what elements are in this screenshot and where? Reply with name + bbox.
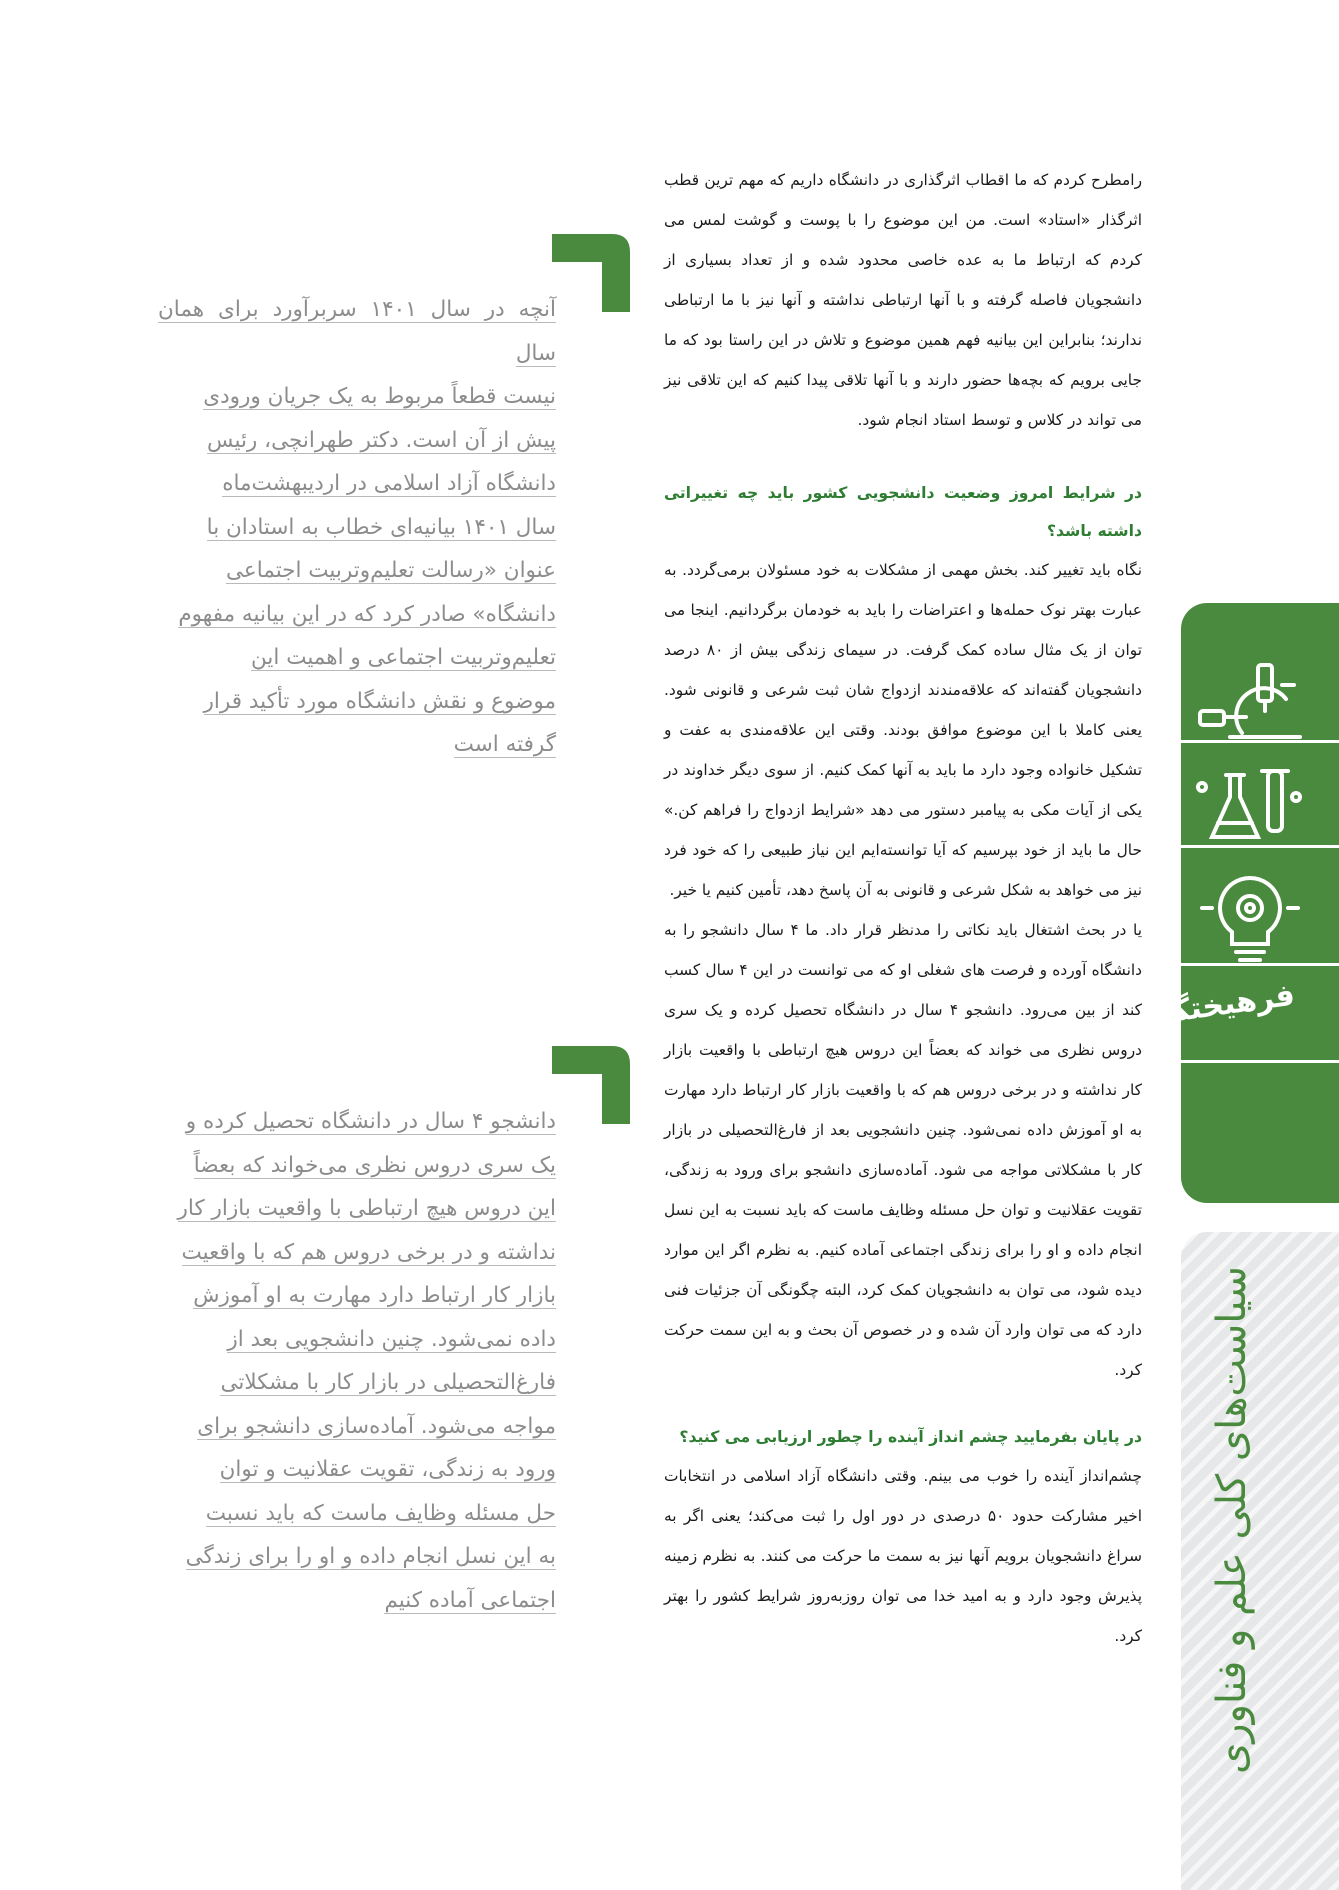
- question-heading-2: در پایان بفرمایید چشم انداز آینده را چطور ارزیابی می کنید؟: [679, 1428, 1142, 1446]
- paragraph-future: چشم‌انداز آینده را خوب می بینم. وقتی دانشگاه آزاد اسلامی در انتخابات اخیر مشارکت حدود ۵۰ درصدی در دور اول را ثبت می‌کند؛ یعنی اگر به سراغ دانشجویان برویم آنها نیز به سمت ما حرکت می کنند. به نظرم زمینه پذیرش وجود دارد و به امید خدا می توان روزبه‌روز شرایط کشور را بهتر کرد.: [664, 1467, 1142, 1645]
- pull-quote-line: بازار کار ارتباط دارد مهارت به او آموزش: [193, 1283, 556, 1308]
- microscope-icon: [1190, 655, 1310, 755]
- pull-quote-line: ورود به زندگی، تقویت عقلانیت و توان: [219, 1457, 556, 1482]
- pull-quote-line: اجتماعی آماده کنیم: [384, 1587, 556, 1613]
- pull-quote-2: [158, 1100, 556, 1622]
- pull-quote-1: [158, 288, 556, 767]
- pull-quote-line: به این نسل انجام داده و او را برای زندگی: [185, 1544, 556, 1569]
- pull-quote-line: این دروس هیچ ارتباطی با واقعیت بازار کار: [177, 1196, 556, 1221]
- pull-quote-line: سال ۱۴۰۱ بیانیه‌ای خطاب به استادان با: [206, 514, 556, 540]
- brand-logo-text: فرهیختگان: [1134, 977, 1297, 1035]
- pull-quote-line: مواجه می‌شود. آماده‌سازی دانشجو برای: [197, 1413, 556, 1439]
- pull-quote-line: گرفته است: [453, 732, 556, 757]
- article-body: [664, 160, 1142, 1656]
- section-title-vertical: سیاست‌های کلی علم و فناوری: [1209, 1266, 1255, 1775]
- quote-corner-mark: [552, 1046, 630, 1124]
- pull-quote-line: دانشگاه آزاد اسلامی در اردیبهشت‌ماه: [222, 471, 556, 496]
- sidebar-divider: [1181, 1060, 1339, 1063]
- pull-quote-line: عنوان «رسالت تعلیم‌وتربیت اجتماعی: [225, 558, 556, 583]
- paragraph-answer-1: نگاه باید تغییر کند. بخش مهمی از مشکلات به خود مسئولان برمی‌گردد. به عبارت بهتر نوک حمله‌ها و اعتراضات را باید به خودمان برگردانیم. اینجا می توان از یک مثال ساده کمک گرفت. در سیمای زندگی بیش از ۸۰ درصد دانشجویان گفته‌اند که علاقه‌مندند ازدواج شان ثبت شرعی و قانونی شود. یعنی کاملا با این موضوع موافق بودند. وقتی این علاقه‌مندی به عفت و تشکیل خانواده وجود دارد ما باید به آنها کمک کنیم. از سوی دیگر خداوند در یکی از آیات مکی به پیامبر دستور می دهد «شرایط ازدواج را فراهم کن.» حال ما باید از خود بپرسیم که آیا توانسته‌ایم این نیاز طبیعی را که خود فرد نیز می خواهد به شکل شرعی و قانونی به آن پاسخ دهد، تأمین کنیم یا خیر.: [664, 561, 1142, 899]
- page-number: ۳۲۸: [1208, 1095, 1284, 1149]
- pull-quote-line: موضوع و نقش دانشگاه مورد تأکید قرار: [203, 688, 556, 714]
- pull-quote-line: آنچه در سال ۱۴۰۱ سربرآورد برای همان سال: [158, 297, 557, 366]
- paragraph-employment: یا در بحث اشتغال باید نکاتی را مدنظر قرار داد. ما ۴ سال دانشجو را به دانشگاه آورده و فرصت های شغلی او که می توانست در این ۴ سال کسب کند از بین می‌رود. دانشجو ۴ سال در دانشگاه تحصیل کرده و یک سری دروس نظری می خواند که بعضاً این دروس هیچ ارتباطی با واقعیت بازار کار نداشته و در برخی دروس هم که با واقعیت بازار کار ارتباط دارد مهارت به او آموزش داده نمی‌شود. چنین دانشجویی بعد از فارغ‌التحصیلی در بازار کار با مشکلاتی مواجه می شود. آماده‌سازی دانشجو برای ورود به زندگی، تقویت عقلانیت و توان حل مسئله وظایف ماست که باید نسبت به این نسل انجام داده و او را برای زندگی اجتماعی آماده کنیم. به نظرم اگر این موارد دیده شود، می توان به دانشجویان کمک کرد، البته چگونگی آن جزئیات فنی دارد که می توان وارد آن شده و در خصوص آن بحث و به این سمت حرکت کرد.: [664, 921, 1143, 1379]
- quote-corner-mark: [552, 234, 630, 312]
- pull-quote-line: یک سری دروس نظری می‌خواند که بعضاً: [193, 1152, 556, 1178]
- pull-quote-line: نداشته و در برخی دروس هم که با واقعیت: [181, 1239, 556, 1265]
- question-heading-1: در شرایط امروز وضعیت دانشجویی کشور باید چه تغییراتی داشته باشد؟: [664, 484, 1142, 540]
- pull-quote-line: فارغ‌التحصیلی در بازار کار با مشکلاتی: [220, 1370, 556, 1395]
- lightbulb-gear-icon: [1190, 868, 1310, 968]
- lab-flask-icon: [1190, 757, 1310, 857]
- pull-quote-line: دانشگاه» صادر کرد که در این بیانیه مفهوم: [178, 601, 556, 627]
- pull-quote-line: نیست قطعاً مربوط به یک جریان ورودی: [203, 384, 556, 409]
- pull-quote-line: پیش از آن است. دکتر طهرانچی، رئیس: [207, 427, 556, 453]
- pull-quote-line: تعلیم‌وتربیت اجتماعی و اهمیت این: [251, 645, 556, 670]
- pull-quote-line: حل مسئله وظایف ماست که باید نسبت: [205, 1500, 556, 1526]
- paragraph-intro: رامطرح کردم که ما اقطاب اثرگذاری در دانشگاه داریم که مهم ترین قطب اثرگذار «استاد» است. من این موضوع را با پوست و گوشت لمس می کردم که ارتباط ما به عده خاصی محدود شده و از تعداد بسیاری از دانشجویان فاصله گرفته و با آنها ارتباطی نداشته و آنها نیز با ما ارتباطی ندارند؛ بنابراین این بیانیه فهم همین موضوع و تلاش در این راستا بود که ما جایی برویم که بچه‌ها حضور دارند و با آنها تلاقی پیدا کنیم که این تلاقی نیز می تواند در کلاس و توسط استاد انجام شود.: [664, 171, 1142, 429]
- pull-quote-line: دانشجو ۴ سال در دانشگاه تحصیل کرده و: [185, 1109, 556, 1134]
- pull-quote-line: داده نمی‌شود. چنین دانشجویی بعد از: [227, 1326, 556, 1352]
